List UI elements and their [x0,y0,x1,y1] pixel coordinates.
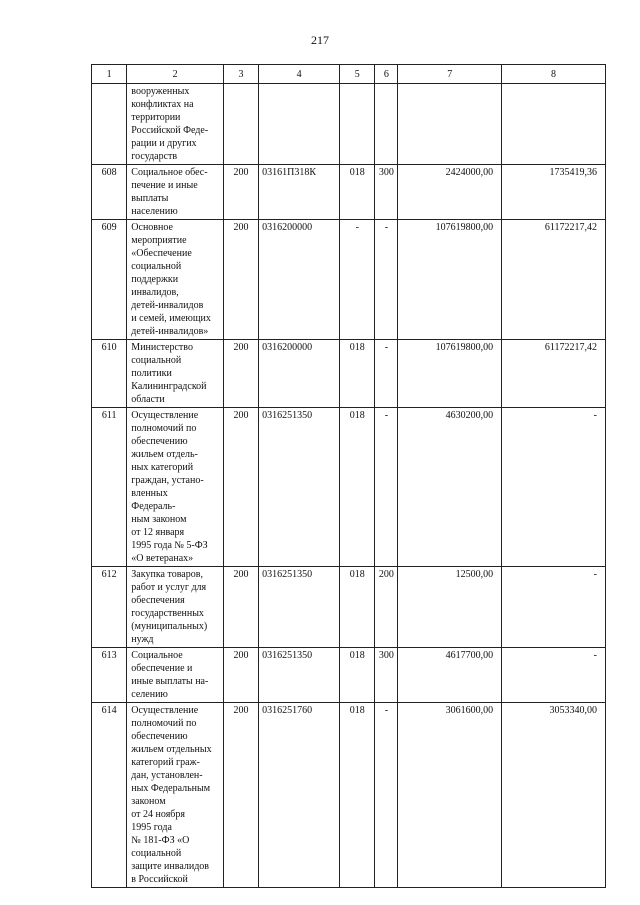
column-header: 1 [92,65,127,84]
row-number-cell: 610 [92,340,127,408]
name-line: Социальное обес- [131,167,208,178]
amount-planned-cell: 4617700,00 [398,648,502,703]
name-line: печение и иные [131,180,198,191]
name-line: Калининградской [131,381,207,392]
name-line: иные выплаты на- [131,676,209,687]
target-code-cell: 0316200000 [259,340,340,408]
name-line: 1995 года [131,822,172,833]
column-3-cell: 200 [223,165,258,220]
column-header: 2 [127,65,224,84]
name-line: населению [131,206,178,217]
name-line: Основное [131,222,173,233]
amount-planned-cell: 12500,00 [398,567,502,648]
name-line: вленных [131,488,168,499]
name-line: Осуществление [131,410,199,421]
name-line: защите инвалидов [131,861,210,872]
column-5-cell: 018 [340,703,375,888]
row-number-cell: 609 [92,220,127,340]
budget-table [91,64,606,888]
row-number-cell [92,84,127,165]
column-3-cell: 200 [223,220,258,340]
amount-planned-cell: 107619800,00 [398,220,502,340]
column-3-cell: 200 [223,567,258,648]
column-5-cell: 018 [340,165,375,220]
name-line: Российской Феде- [131,125,209,136]
amount-planned-cell: 2424000,00 [398,165,502,220]
target-code-cell: 0316200000 [259,220,340,340]
name-line: политики [131,368,172,379]
row-name-cell [127,165,224,220]
row-number-cell: 611 [92,408,127,567]
column-5-cell: 018 [340,408,375,567]
column-header: 5 [340,65,375,84]
target-code-cell [259,84,340,165]
name-line: нужд [131,634,154,645]
name-line: ных Федеральным [131,783,211,794]
amount-executed-cell: - [502,408,606,567]
column-header: 7 [398,65,502,84]
name-line: государств [131,151,178,162]
name-line: Осуществление [131,705,199,716]
row-number-cell: 612 [92,567,127,648]
amount-planned-cell: 4630200,00 [398,408,502,567]
name-line: государственных [131,608,204,619]
target-code-cell: 0316251350 [259,648,340,703]
name-line: детей-инвалидов» [131,326,209,337]
amount-planned-cell: 107619800,00 [398,340,502,408]
name-line: обеспечению [131,731,188,742]
page-number: 217 [311,33,329,47]
column-3-cell [223,84,258,165]
name-line: обеспечение и [131,663,193,674]
amount-executed-cell: 61172217,42 [502,340,606,408]
column-5-cell: - [340,220,375,340]
name-line: поддержки [131,274,179,285]
column-header: 4 [259,65,340,84]
column-5-cell: 018 [340,340,375,408]
row-name-cell [127,567,224,648]
table-row [92,84,606,165]
name-line: полномочий по [131,423,197,434]
table-body [92,84,606,888]
row-name-cell [127,648,224,703]
header-row [92,65,606,84]
row-number-cell: 614 [92,703,127,888]
column-6-cell: 300 [375,165,398,220]
table-row [92,408,606,567]
row-name-cell [127,84,224,165]
column-3-cell: 200 [223,703,258,888]
name-line: социальной [131,848,182,859]
amount-executed-cell: 3053340,00 [502,703,606,888]
table-row [92,220,606,340]
name-line: области [131,394,165,405]
name-line: Министерство [131,342,193,353]
name-line: Социальное [131,650,183,661]
name-line: жильем отдель- [131,449,198,460]
name-line: граждан, устано- [131,475,204,486]
name-line: ных категорий [131,462,194,473]
target-code-cell: 0316251760 [259,703,340,888]
column-6-cell: - [375,340,398,408]
name-line: вооруженных [131,86,190,97]
column-6-cell: - [375,220,398,340]
amount-executed-cell: - [502,567,606,648]
name-line: законом [131,796,166,807]
amount-executed-cell: 1735419,36 [502,165,606,220]
name-line: (муниципальных) [131,621,208,632]
column-header: 6 [375,65,398,84]
column-3-cell: 200 [223,340,258,408]
name-line: жильем отдельных [131,744,212,755]
amount-executed-cell [502,84,606,165]
name-line: Федераль- [131,501,176,512]
column-6-cell [375,84,398,165]
row-name-cell [127,408,224,567]
name-line: «О ветеранах» [131,553,194,564]
table-row [92,703,606,888]
name-line: инвалидов, [131,287,179,298]
target-code-cell: 0316251350 [259,567,340,648]
name-line: работ и услуг для [131,582,207,593]
name-line: ным законом [131,514,187,525]
name-line: территории [131,112,181,123]
row-name-cell [127,220,224,340]
column-header: 3 [223,65,258,84]
column-5-cell: 018 [340,648,375,703]
name-line: полномочий по [131,718,197,729]
column-6-cell: 200 [375,567,398,648]
name-line: дан, установлен- [131,770,203,781]
column-header: 8 [502,65,606,84]
column-6-cell: 300 [375,648,398,703]
name-line: мероприятие [131,235,187,246]
table-row [92,648,606,703]
column-5-cell [340,84,375,165]
row-number-cell: 608 [92,165,127,220]
name-line: Закупка товаров, [131,569,203,580]
row-number-cell: 613 [92,648,127,703]
name-line: социальной [131,261,182,272]
column-3-cell: 200 [223,648,258,703]
name-line: «Обеспечение [131,248,192,259]
column-5-cell: 018 [340,567,375,648]
name-line: социальной [131,355,182,366]
name-line: 1995 года № 5-ФЗ [131,540,208,551]
table-row [92,567,606,648]
name-line: детей-инвалидов [131,300,204,311]
table-row [92,340,606,408]
amount-planned-cell: 3061600,00 [398,703,502,888]
column-6-cell: - [375,703,398,888]
name-line: выплаты [131,193,169,204]
column-3-cell: 200 [223,408,258,567]
name-line: конфликтах на [131,99,194,110]
amount-executed-cell: 61172217,42 [502,220,606,340]
name-line: рации и других [131,138,197,149]
name-line: и семей, имеющих [131,313,211,324]
target-code-cell: 03161П318К [259,165,340,220]
column-6-cell: - [375,408,398,567]
name-line: от 24 ноября [131,809,185,820]
name-line: категорий граж- [131,757,200,768]
row-name-cell [127,703,224,888]
name-line: № 181-ФЗ «О [131,835,190,846]
name-line: обеспечения [131,595,185,606]
name-line: селению [131,689,168,700]
name-line: обеспечению [131,436,188,447]
target-code-cell: 0316251350 [259,408,340,567]
amount-executed-cell: - [502,648,606,703]
name-line: в Российской [131,874,188,885]
amount-planned-cell [398,84,502,165]
table-row [92,165,606,220]
row-name-cell [127,340,224,408]
name-line: от 12 января [131,527,185,538]
